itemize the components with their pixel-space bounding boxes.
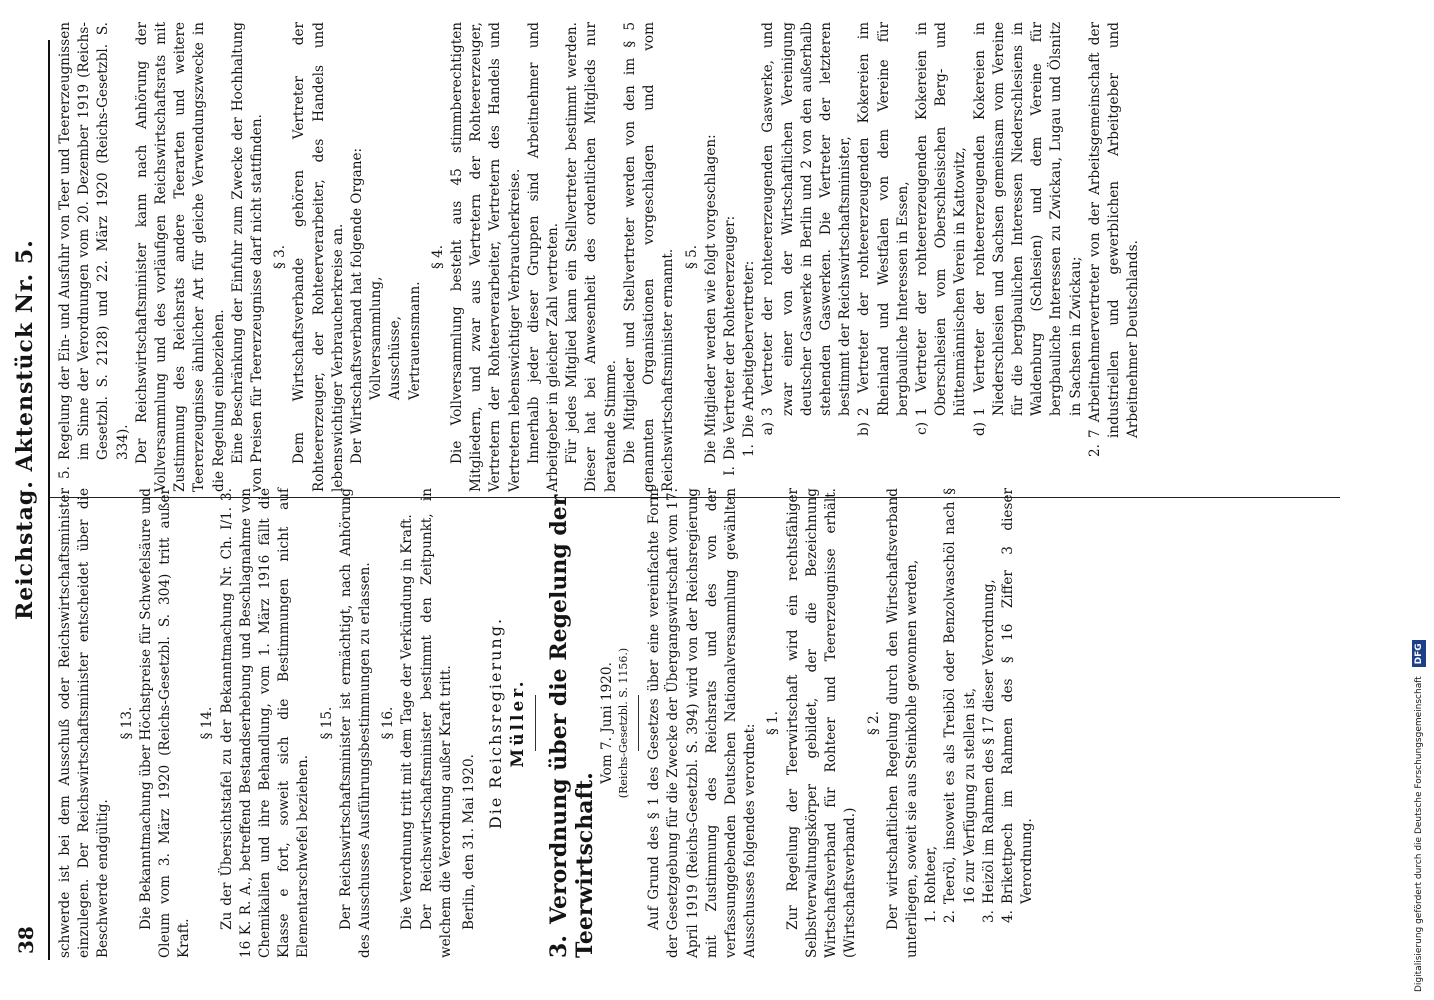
section-heading: § 4. xyxy=(429,244,446,270)
digitization-footer xyxy=(1412,2,1426,992)
organ-item: Vollversammlung, xyxy=(368,276,385,400)
paragraph: Dem Wirtschaftsverbande gehören Vertreter der Rohteererzeuger, der Rohteerverarbeiter, des Handels und lebenswichtiger Verbraucherkreise an. xyxy=(291,22,346,492)
paragraph: Der wirtschaftlichen Regelung durch den Wirtschaftsverband unterliegen, soweit sie aus Steinkohle gewonnen werden, xyxy=(884,488,920,958)
left-column xyxy=(0,488,1434,958)
organ-item: Vertrauensmann. xyxy=(406,281,423,400)
paragraph: Der Reichswirtschaftsminister ist ermächtigt, nach Anhörung des Ausschusses Ausführungsbestimmungen zu erlassen. xyxy=(337,488,374,958)
section-heading: § 15. xyxy=(318,706,335,740)
paragraph: Zu der Übersichtstafel zu der Bekanntmachung Nr. Ch. I/1. 3. 16 K. R. A., betreffend Bestandserhebung und Beschlagnahme von Chemikalien und ihre Behandlung, vom 1. März 1916 fällt die Klasse e fort, soweit sich die Bestimmungen nicht auf Elementarschwefel beziehen. xyxy=(218,488,312,958)
paragraph: Auf Grund des § 1 des Gesetzes über eine vereinfachte Form der Gesetzgebung für die Zwecke der Übergangswirtschaft vom 17. April 1919 (Reichs-Gesetzbl. S. 394) wird von der Reichsregierung mit Zustimmung des Reichsrats und des von der verfassunggebenden Deutschen Nationalversammlung gewählten Ausschusses folgendes verordnet: xyxy=(646,488,759,958)
right-column xyxy=(0,22,1434,492)
paragraph: Die Vollversammlung besteht aus 45 stimmberechtigten Mitgliedern, und zwar aus Vertretern der Rohteererzeuger, Vertretern der Rohteerverarbeiter, Vertretern des Handels und Vertretern lebenswichtiger Verbraucherkreise. xyxy=(449,22,523,492)
paragraph: Zur Regelung der Teerwirtschaft wird ein rechtsfähiger Selbstverwaltungskörper gebildet, der die Bezeichnung Wirtschaftsverband für Rohteer und Teererzeugnisse erhält. (Wirtschaftsverband.) xyxy=(784,488,859,958)
paragraph: Der Wirtschaftsverband hat folgende Organe: xyxy=(349,147,366,464)
section-heading: § 5. xyxy=(683,244,700,270)
list-item: 1. Die Arbeitgebervertreter: xyxy=(741,260,758,457)
list-item: b) 2 Vertreter der rohteererzeugenden Kokereien im Rheinland und Westfalen von dem Vereine für bergbauliche Interessen in Essen, xyxy=(856,22,911,437)
paragraph: Der Reichswirtschaftsminister bestimmt den Zeitpunkt, in welchem die Verordnung außer Kraft tritt. xyxy=(418,488,454,958)
list-item: c) 1 Vertreter der rohteererzeugenden Kokereien in Oberschlesien vom Oberschlesischen Berg- und hüttenmännischen Verein in Kattowitz, xyxy=(913,22,969,435)
list-item: 5. Regelung der Ein- und Ausfuhr von Teer und Teererzeugnissen im Sinne der Verordnungen vom 20. Dezember 1919 (Reichs-Gesetzbl. S. 2128) und 22. März 1920 (Reichs-Gesetzbl. S. 334). xyxy=(57,22,131,479)
footer-text: Digitalisierung gefördert durch die Deutsche Forschungsgemeinschaft xyxy=(1414,676,1424,992)
list-item: 2. 7 Arbeitnehmervertreter von der Arbeitsgemeinschaft der industriellen und gewerblichen Arbeitgeber und Arbeitnehmer Deutschlands. xyxy=(1086,22,1142,457)
paragraph: Eine Beschränkung der Einfuhr zum Zwecke der Hochhaltung von Preisen für Teererzeugnisse darf nicht stattfinden. xyxy=(229,22,266,492)
date-line: Berlin, den 31. Mai 1920. xyxy=(461,754,478,930)
organ-item: Ausschüsse, xyxy=(387,316,404,400)
numbered-list xyxy=(922,488,1037,958)
section-heading: § 16. xyxy=(380,706,397,740)
dfg-logo: DFG xyxy=(1412,640,1426,667)
list-item: 4. Brikettpech im Rahmen des § 16 Ziffer 3 dieser Verordnung. xyxy=(999,488,1036,923)
paragraph: Für jedes Mitglied kann ein Stellvertreter bestimmt werden. Dieser hat bei Anwesenheit des ordentlichen Mitglieds nur beratende Stimme. xyxy=(564,22,619,492)
page-number: 38 xyxy=(14,926,38,954)
list-item: d) 1 Vertreter der rohteererzeugenden Kokereien in Niederschlesien und Sachsen gemeinsam vom Vereine für die bergbaulichen Interessen Niederschlesiens in Waldenburg (Schlesien) und dem Vereine für bergbauliche Interessen zu Zwickau, Lugau und Ölsnitz in Sachsen in Zwickau; xyxy=(971,22,1084,437)
list-item: 1. Rohteer, xyxy=(923,845,940,923)
ordinance-reference: (Reichs-Gesetzbl. S. 1156.) xyxy=(617,647,631,799)
list-item: I. Die Vertreter der Rohteererzeuger: xyxy=(721,215,738,476)
organ-list xyxy=(367,22,425,492)
divider xyxy=(638,695,639,751)
paragraph: Die Bekanntmachung über Höchstpreise für Schwefelsäure und Oleum vom 3. März 1920 (Reichs-Gesetzbl. S. 304) tritt außer Kraft. xyxy=(137,488,193,958)
section-heading: § 1. xyxy=(765,710,782,736)
signature-authority: Die Reichsregierung. xyxy=(486,616,506,830)
list-item: 2. Teeröl, insoweit es als Treiböl oder Benzolwaschöl nach § 16 zur Verfügung zu stellen ist, xyxy=(942,488,978,923)
ordinance-number: 3. xyxy=(546,935,573,958)
section-heading: § 3. xyxy=(272,244,289,270)
paragraph: Die Verordnung tritt mit dem Tage der Verkündung in Kraft. xyxy=(399,514,416,930)
running-head: Reichstag. Aktenstück Nr. 5. xyxy=(12,239,38,620)
divider xyxy=(535,695,536,751)
section-heading: § 13. xyxy=(118,706,135,740)
ordinance-date: Vom 7. Juni 1920. xyxy=(599,662,616,784)
paragraph: Innerhalb jeder dieser Gruppen sind Arbeitnehmer und Arbeitgeber in gleicher Zahl vertreten. xyxy=(525,22,562,492)
ordinance-title xyxy=(546,488,598,958)
paragraph: schwerde ist bei dem Ausschuß oder Reichswirtschaftsminister einzulegen. Der Reichswirtschaftsminister entscheidet über die Beschwerde endgültig. xyxy=(57,488,112,958)
list-item: 3. Heizöl im Rahmen des § 17 dieser Verordnung, xyxy=(980,579,997,923)
section-heading: § 14. xyxy=(199,706,216,740)
paragraph: Der Reichswirtschaftsminister kann nach Anhörung der Vollversammlung und des vorläufigen Reichswirtschaftsrats mit Zustimmung des Reichsrats andere Teerarten und weitere Teererzeugnisse ähnlicher Art für gleiche Verwendungszwecke in die Regelung einbeziehen. xyxy=(133,22,227,492)
section-heading: § 2. xyxy=(865,710,882,736)
ordinance-title-text: Verordnung über die Regelung der Teerwirtschaft. xyxy=(546,494,599,958)
signature-name: Müller. xyxy=(508,678,529,768)
paragraph: Die Mitglieder werden wie folgt vorgeschlagen: xyxy=(702,134,719,464)
paragraph: Die Mitglieder und Stellvertreter werden von den im § 5 genannten Organisationen vorgeschlagen und vom Reichswirtschaftsminister ernannt. xyxy=(621,22,677,492)
list-item: a) 3 Vertreter der rohteererzeugenden Gaswerke, und zwar einer von der Wirtschaftlichen Vereinigung deutscher Gaswerke in Berlin und 2 von den außerhalb stehenden Gaswerken. Die Vertreter der letzteren bestimmt der Reichswirtschaftsminister, xyxy=(760,22,854,436)
